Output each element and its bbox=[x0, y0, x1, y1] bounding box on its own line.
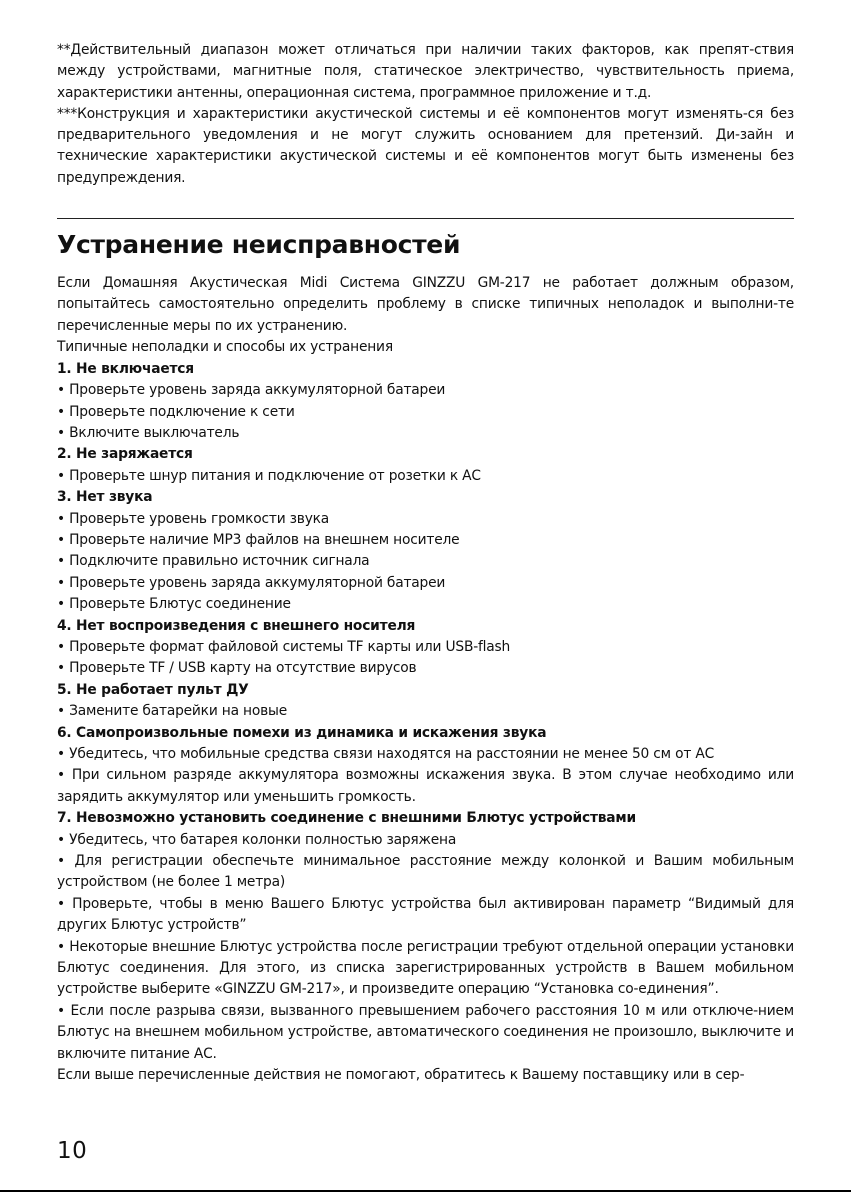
solution-bullet: • Некоторые внешние Блютус устройства после регистрации требуют отдельной операции установки Блютус соединения. Для этого, из списка зарегистрированных устройств в Вашем мобильном устройстве выберите «GINZZU GM-217», и произведите операцию “Установка со-единения”. bbox=[57, 938, 794, 998]
solution-bullet: • При сильном разряде аккумулятора возможны искажения звука. В этом случае необходимо или зарядить аккумулятор или уменьшить громкость. bbox=[57, 767, 794, 805]
problem-title: 6. Самопроизвольные помехи из динамика и искажения звука bbox=[57, 724, 547, 741]
solution-bullet: • Проверьте, чтобы в меню Вашего Блютус устройства был активирован параметр “Видимый для других Блютус устройств” bbox=[57, 895, 794, 934]
troubleshooting-section bbox=[57, 273, 794, 1086]
solution-bullet: • Подключите правильно источник сигнала bbox=[57, 553, 370, 570]
problem-title: 4. Нет воспроизведения с внешнего носителя bbox=[57, 617, 416, 634]
section-divider bbox=[57, 218, 794, 219]
manual-page bbox=[57, 40, 794, 1087]
solution-bullet: • Для регистрации обеспечьте минимальное расстояние между колонкой и Вашим мобильным устройством (не более 1 метра) bbox=[57, 853, 794, 891]
solution-bullet: • Проверьте шнур питания и подключение от розетки к АС bbox=[57, 467, 481, 484]
solution-bullet: • Проверьте TF / USB карту на отсутствие вирусов bbox=[57, 660, 417, 677]
solution-bullet: • Убедитесь, что батарея колонки полностью заряжена bbox=[57, 831, 457, 848]
footnotes bbox=[57, 40, 794, 189]
solution-bullet: • Убедитесь, что мобильные средства связи находятся на расстоянии не менее 50 см от АС bbox=[57, 746, 715, 763]
solution-bullet: • Включите выключатель bbox=[57, 424, 240, 441]
list-heading: Типичные неполадки и способы их устранения bbox=[57, 339, 393, 356]
section-title: Устранение неисправностей bbox=[57, 230, 461, 260]
problem-title: 1. Не включается bbox=[57, 360, 194, 377]
solution-bullet: • Проверьте уровень громкости звука bbox=[57, 510, 330, 527]
solution-bullet: • Замените батарейки на новые bbox=[57, 703, 288, 720]
problem-title: 7. Невозможно установить соединение с внешними Блютус устройствами bbox=[57, 810, 636, 827]
solution-bullet: • Проверьте формат файловой системы TF карты или USB-flash bbox=[57, 638, 511, 655]
problem-title: 3. Нет звука bbox=[57, 489, 153, 506]
solution-bullet: • Если после разрыва связи, вызванного превышением рабочего расстояния 10 м или отключе-нием Блютус на внешнем мобильном устройстве, автоматического соединения не произошло, выключите и включите питание АС. bbox=[57, 1002, 794, 1062]
troubleshooting-list bbox=[57, 359, 794, 1065]
problem-title: 5. Не работает пульт ДУ bbox=[57, 681, 249, 698]
solution-bullet: • Проверьте наличие MP3 файлов на внешнем носителе bbox=[57, 531, 460, 548]
solution-bullet: • Проверьте подключение к сети bbox=[57, 403, 295, 420]
page-number: 10 bbox=[57, 1138, 88, 1164]
intro-paragraph: Если Домашняя Акустическая Midi Система GINZZU GM-217 не работает должным образом, попытайтесь самостоятельно определить проблему в списке типичных неполадок и выполни-те перечисленные меры по их устранению. bbox=[57, 275, 794, 334]
solution-bullet: • Проверьте уровень заряда аккумуляторной батареи bbox=[57, 574, 446, 591]
footnote-range: **Действительный диапазон может отличаться при наличии таких факторов, как препят-ствия между устройствами, магнитные поля, статическое электричество, чувствительность приема, характеристики антенны, операционная система, программное приложение и т.д. bbox=[57, 42, 794, 101]
solution-bullet: • Проверьте уровень заряда аккумуляторной батареи bbox=[57, 382, 446, 399]
footnote-design: ***Конструкция и характеристики акустической системы и её компонентов могут изменять-ся без предварительного уведомления и не могут служить основанием для претензий. Ди-зайн и технические характеристики акустической системы и её компонентов могут быть изменены без предупреждения. bbox=[57, 105, 794, 186]
solution-bullet: • Проверьте Блютус соединение bbox=[57, 596, 291, 613]
closing-paragraph: Если выше перечисленные действия не помогают, обратитесь к Вашему поставщику или в сер- bbox=[57, 1067, 745, 1084]
problem-title: 2. Не заряжается bbox=[57, 446, 193, 463]
